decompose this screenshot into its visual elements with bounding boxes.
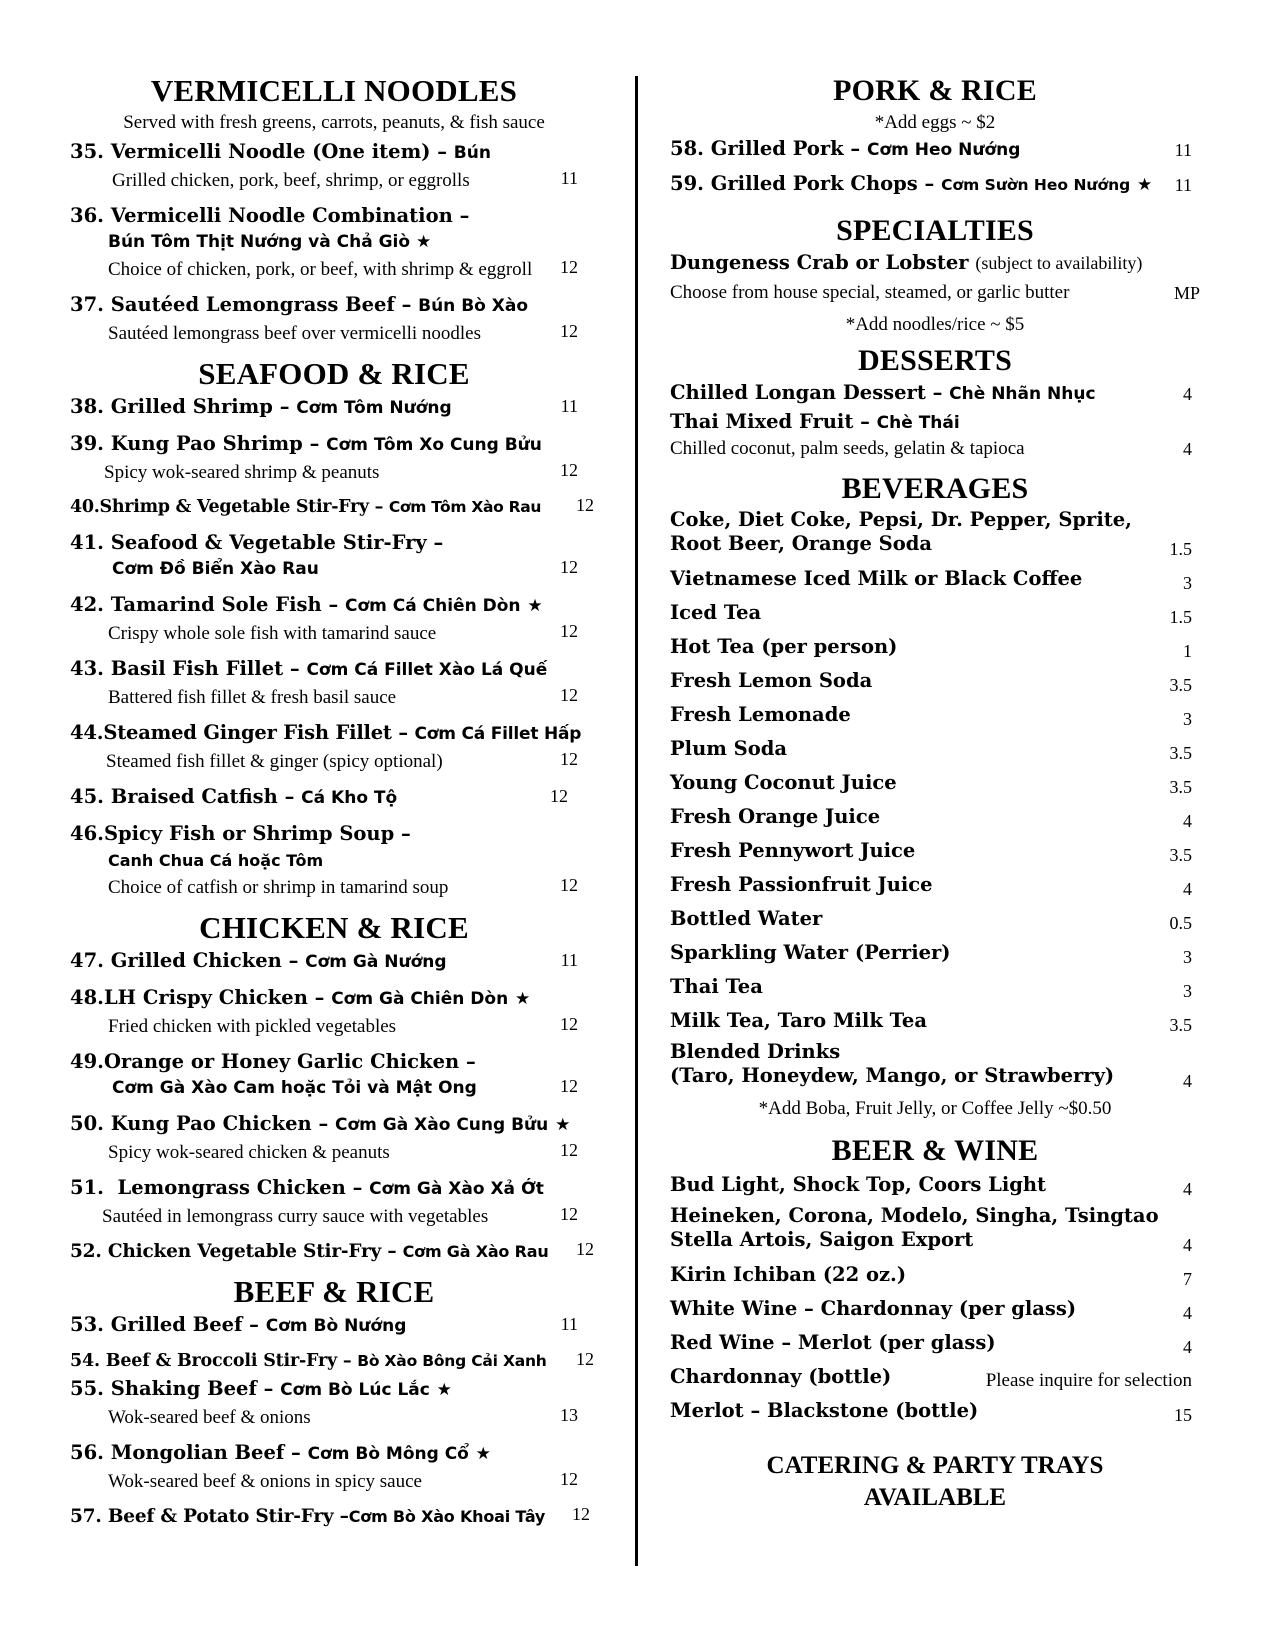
item-name: Vietnamese Iced Milk or Black Coffee (670, 567, 1083, 590)
section-title-seafood: SEAFOOD & RICE (198, 356, 470, 391)
item-price: 12 (560, 621, 578, 641)
item-price: 3 (1183, 709, 1192, 729)
item-number: 58. (670, 137, 704, 160)
item-price: 1.5 (1169, 607, 1192, 627)
item-price: 12 (560, 557, 578, 577)
star-icon: ★ (527, 596, 543, 616)
item-description: Chilled coconut, palm seeds, gelatin & tapioca (670, 438, 1025, 459)
beverage-item (670, 1040, 1200, 1096)
item-number: 40. (70, 497, 100, 517)
item-name: Chicken Vegetable Stir-Fry – (107, 1241, 403, 1262)
item-price: 12 (572, 1504, 590, 1524)
item-viet-name: Cơm Gà Xào Xả Ớt (369, 1179, 544, 1199)
item-name: Braised Catfish – (110, 785, 302, 808)
item-price: 4 (1183, 879, 1192, 899)
item-name: Blended Drinks (670, 1040, 841, 1063)
item-name: Vermicelli Noodle Combination – (110, 204, 470, 227)
beverage-item (670, 508, 1200, 564)
menu-item-49 (70, 1048, 598, 1102)
item-name: Iced Tea (670, 601, 762, 624)
beer-wine-item (670, 1328, 1200, 1362)
menu-item-53 (70, 1311, 598, 1340)
item-number: 37. (70, 293, 104, 316)
item-price: 3.5 (1169, 675, 1192, 695)
item-price: 12 (560, 1076, 578, 1096)
item-description: Choose from house special, steamed, or garlic butter (670, 282, 1070, 303)
item-number: 39. (70, 432, 104, 455)
beverage-item (670, 768, 1200, 802)
item-name: Grilled Chicken – (110, 949, 306, 972)
item-viet-name: Cơm Cá Fillet Xào Lá Quế (306, 660, 548, 680)
item-name: White Wine – Chardonnay (per glass) (670, 1297, 1077, 1320)
item-description: Choice of chicken, pork, or beef, with shrimp & eggroll (108, 259, 533, 280)
item-viet-name: Bún Bò Xào (418, 296, 529, 316)
menu-item-47 (70, 947, 598, 976)
item-viet-name: Cơm Bò Mông Cổ (307, 1444, 469, 1464)
beer-wine-item (670, 1362, 1200, 1396)
item-number: 35. (70, 140, 104, 163)
menu-item-46 (70, 820, 598, 901)
menu-item-37 (70, 291, 598, 347)
item-name: Shaking Beef – (110, 1377, 281, 1400)
item-number: 36. (70, 204, 104, 227)
item-price: 12 (560, 875, 578, 895)
menu-item-58 (670, 136, 1200, 163)
item-viet-name: Chè Thái (876, 413, 960, 433)
catering-banner (670, 1450, 1200, 1514)
item-viet-name: Cơm Cá Chiên Dòn (345, 596, 521, 616)
item-price: 12 (576, 1239, 594, 1259)
item-name: Red Wine – Merlot (per glass) (670, 1331, 996, 1354)
item-price: 15 (1174, 1405, 1192, 1425)
menu-item-56 (70, 1439, 598, 1495)
item-description: Wok-seared beef & onions in spicy sauce (108, 1471, 422, 1492)
item-viet-name: Cơm Gà Xào Rau (402, 1242, 549, 1261)
item-name: Grilled Shrimp – (110, 395, 297, 418)
menu-item-41 (70, 529, 598, 583)
item-name-line2: Root Beer, Orange Soda (670, 532, 933, 555)
item-description: Battered fish fillet & fresh basil sauce (108, 687, 397, 708)
item-price: 4 (1183, 1303, 1192, 1323)
beverage-item (670, 564, 1200, 598)
item-name: Grilled Pork Chops – (710, 172, 942, 195)
item-name: Vermicelli Noodle (One item) – (110, 140, 454, 163)
item-name: Beef & Broccoli Stir-Fry – (105, 1351, 358, 1371)
beverage-item (670, 802, 1200, 836)
item-viet-name: Cơm Tôm Nướng (296, 398, 452, 418)
menu-item-57 (70, 1503, 598, 1530)
item-description: Grilled chicken, pork, beef, shrimp, or eggrolls (112, 170, 470, 191)
item-name: Bottled Water (670, 907, 823, 930)
beverage-item (670, 1006, 1200, 1040)
item-name: Hot Tea (per person) (670, 635, 898, 658)
item-name: Seafood & Vegetable Stir-Fry – (110, 531, 444, 554)
item-number: 55. (70, 1377, 104, 1400)
section-title-beverages: BEVERAGES (841, 472, 1029, 505)
item-number: 42. (70, 593, 104, 616)
item-name: Heineken, Corona, Modelo, Singha, Tsingtao (670, 1204, 1159, 1227)
item-number: 52. (70, 1241, 102, 1262)
section-title-beer-wine: BEER & WINE (831, 1134, 1039, 1167)
beverage-item (670, 870, 1200, 904)
item-name: Kung Pao Chicken – (110, 1112, 336, 1135)
item-price: 12 (550, 786, 568, 806)
item-price: 11 (560, 396, 578, 416)
item-price: 11 (560, 950, 578, 970)
item-viet-name: Cơm Tôm Xào Rau (388, 498, 542, 516)
item-description: Sautéed lemongrass beef over vermicelli noodles (108, 323, 482, 344)
item-number: 53. (70, 1313, 104, 1336)
item-price: 12 (560, 1469, 578, 1489)
item-description: Wok-seared beef & onions (108, 1407, 311, 1428)
item-name: Sparkling Water (Perrier) (670, 941, 951, 964)
menu-item-50 (70, 1110, 598, 1166)
item-name: Fresh Pennywort Juice (670, 839, 916, 862)
item-price: 12 (560, 1204, 578, 1224)
item-name: Grilled Beef – (110, 1313, 266, 1336)
item-price: 12 (560, 685, 578, 705)
item-price: 1 (1183, 641, 1192, 661)
menu-item-52 (70, 1238, 598, 1265)
menu-item-44 (70, 719, 598, 775)
left-column (70, 72, 598, 1530)
item-name: Thai Mixed Fruit – (670, 410, 877, 433)
menu-item-45 (70, 783, 598, 812)
item-number: 38. (70, 395, 104, 418)
section-title-chicken: CHICKEN & RICE (199, 910, 469, 945)
item-name: Shrimp & Vegetable Stir-Fry – (99, 497, 389, 517)
item-viet-name: Cơm Cá Fillet Hấp (414, 724, 582, 744)
item-viet-name: Cơm Tôm Xo Cung Bửu (326, 435, 542, 455)
item-viet-name: Canh Chua Cá hoặc Tôm (108, 851, 324, 870)
item-price: 4 (1183, 1179, 1192, 1199)
item-description: Fried chicken with pickled vegetables (108, 1016, 397, 1037)
item-number: 41. (70, 531, 104, 554)
item-price: 12 (560, 1014, 578, 1034)
item-viet-name: Cơm Bò Xào Khoai Tây (348, 1507, 546, 1526)
item-name: Dungeness Crab or Lobster (670, 251, 969, 274)
item-number: 50. (70, 1112, 104, 1135)
specialties-note: *Add noodles/rice ~ $5 (845, 314, 1025, 335)
item-price: 4 (1183, 1337, 1192, 1357)
star-icon: ★ (514, 989, 531, 1009)
item-price: 12 (560, 460, 578, 480)
item-number: 47. (70, 949, 104, 972)
menu-item-43 (70, 655, 598, 711)
item-name: Sautéed Lemongrass Beef – (110, 293, 419, 316)
item-name: Bud Light, Shock Top, Coors Light (670, 1173, 1047, 1196)
item-price: 11 (1174, 175, 1192, 195)
item-name: Young Coconut Juice (670, 771, 897, 794)
specialty-crab-lobster (670, 250, 1200, 306)
item-name: Fresh Passionfruit Juice (670, 873, 933, 896)
item-price: 3.5 (1169, 743, 1192, 763)
dessert-longan (670, 380, 1200, 407)
item-name: Lemongrass Chicken – (117, 1176, 370, 1199)
item-viet-name: Cơm Bò Lúc Lắc (280, 1380, 430, 1400)
item-name: LH Crispy Chicken – (103, 986, 332, 1009)
beer-wine-item (670, 1396, 1200, 1430)
menu-item-48 (70, 984, 598, 1040)
item-name: Chardonnay (bottle) (670, 1365, 892, 1388)
item-price: 7 (1183, 1269, 1192, 1289)
item-price: 3 (1183, 947, 1192, 967)
star-icon: ★ (416, 232, 432, 252)
beverage-item (670, 666, 1200, 700)
item-price: 12 (560, 257, 578, 277)
item-name-line2: Stella Artois, Saigon Export (670, 1228, 974, 1251)
item-name: Plum Soda (670, 737, 788, 760)
beverage-item (670, 938, 1200, 972)
item-name: Steamed Ginger Fish Fillet – (103, 721, 415, 744)
section-title-specialties: SPECIALTIES (836, 214, 1034, 247)
menu-item-38 (70, 393, 598, 422)
item-name: Grilled Pork – (710, 137, 867, 160)
item-viet-name: Bún Tôm Thịt Nướng và Chả Giò (108, 232, 411, 252)
item-viet-name: Chè Nhãn Nhục (949, 384, 1096, 404)
column-divider (635, 76, 638, 1566)
item-number: 43. (70, 657, 104, 680)
menu-item-54 (70, 1348, 598, 1375)
section-title-vermicelli: VERMICELLI NOODLES (150, 73, 518, 108)
item-viet-name: Bò Xào Bông Cải Xanh (357, 1352, 547, 1370)
item-price: 4 (1183, 439, 1192, 459)
item-name-line2: (Taro, Honeydew, Mango, or Strawberry) (670, 1064, 1115, 1087)
menu-item-42 (70, 591, 598, 647)
item-price: 11 (560, 1314, 578, 1334)
item-price: 12 (560, 1140, 578, 1160)
dessert-thai-fruit (670, 409, 1200, 462)
item-name: Thai Tea (670, 975, 763, 998)
item-number: 54. (70, 1351, 100, 1371)
item-price: 11 (560, 168, 578, 188)
item-price: 4 (1183, 811, 1192, 831)
item-price: 3 (1183, 573, 1192, 593)
item-viet-name: Cơm Gà Xào Cung Bửu (335, 1115, 549, 1135)
item-viet-name: Cơm Bò Nướng (265, 1316, 407, 1336)
item-price: 0.5 (1169, 913, 1192, 933)
item-number: 51. (70, 1176, 104, 1199)
item-number: 49. (70, 1050, 104, 1073)
item-viet-name: Bún (453, 143, 491, 163)
item-name: Spicy Fish or Shrimp Soup – (103, 822, 411, 845)
item-name: Fresh Lemonade (670, 703, 851, 726)
beverage-item (670, 836, 1200, 870)
item-name: Orange or Honey Garlic Chicken – (103, 1050, 476, 1073)
beer-wine-item (670, 1204, 1200, 1260)
item-price: 4 (1183, 1071, 1192, 1091)
menu-item-35 (70, 138, 598, 194)
item-description: Choice of catfish or shrimp in tamarind soup (108, 877, 449, 898)
beverage-item (670, 700, 1200, 734)
item-price: 4 (1183, 1235, 1192, 1255)
item-name: Mongolian Beef – (110, 1441, 308, 1464)
star-icon: ★ (436, 1380, 452, 1400)
item-viet-name: Cơm Gà Nướng (305, 952, 447, 972)
star-icon: ★ (1137, 175, 1153, 195)
item-description: Sautéed in lemongrass curry sauce with vegetables (102, 1206, 489, 1227)
vermicelli-subtitle: Served with fresh greens, carrots, peanuts, & fish sauce (123, 112, 545, 133)
item-description: Spicy wok-seared shrimp & peanuts (104, 462, 380, 483)
section-title-pork: PORK & RICE (833, 74, 1037, 107)
item-note: Please inquire for selection (985, 1370, 1192, 1391)
item-name: Coke, Diet Coke, Pepsi, Dr. Pepper, Sprite, (670, 508, 1132, 531)
item-price: 1.5 (1169, 539, 1192, 559)
item-number: 56. (70, 1441, 104, 1464)
beverage-item (670, 734, 1200, 768)
item-name: Fresh Lemon Soda (670, 669, 873, 692)
item-name: Chilled Longan Dessert – (670, 381, 950, 404)
right-column (670, 72, 1200, 1514)
item-name: Kirin Ichiban (22 oz.) (670, 1263, 907, 1286)
menu-item-36 (70, 202, 598, 283)
beer-wine-item (670, 1294, 1200, 1328)
menu-item-55 (70, 1375, 598, 1431)
item-name: Milk Tea, Taro Milk Tea (670, 1009, 927, 1032)
section-title-beef: BEEF & RICE (233, 1274, 435, 1309)
beverage-item (670, 972, 1200, 1006)
item-description: Crispy whole sole fish with tamarind sauce (108, 623, 437, 644)
item-price: 13 (560, 1405, 578, 1425)
beverage-item (670, 904, 1200, 938)
menu-item-39 (70, 430, 598, 486)
item-viet-name: Cơm Sườn Heo Nướng (941, 176, 1131, 194)
section-title-desserts: DESSERTS (858, 344, 1012, 377)
item-price: 11 (1174, 140, 1192, 160)
item-viet-name: Cá Kho Tộ (301, 788, 398, 808)
menu-item-59 (670, 171, 1200, 198)
menu-item-40 (70, 494, 598, 521)
item-name: Basil Fish Fillet – (110, 657, 307, 680)
item-number: 57. (70, 1506, 102, 1527)
item-name: Beef & Potato Stir-Fry – (107, 1506, 349, 1527)
item-name: Merlot – Blackstone (bottle) (670, 1399, 979, 1422)
item-price: 12 (576, 1349, 594, 1369)
item-price: 12 (560, 749, 578, 769)
star-icon: ★ (475, 1444, 491, 1464)
item-number: 46. (70, 822, 104, 845)
beverage-item (670, 632, 1200, 666)
item-price: 3.5 (1169, 845, 1192, 865)
item-description: Steamed fish fillet & ginger (spicy optional) (106, 751, 443, 772)
beer-wine-item (670, 1260, 1200, 1294)
catering-line-1: CATERING & PARTY TRAYS (766, 1452, 1104, 1479)
beverage-item (670, 598, 1200, 632)
item-note: (subject to availability) (975, 253, 1143, 273)
item-viet-name: Cơm Gà Xào Cam hoặc Tỏi và Mật Ong (112, 1078, 477, 1098)
item-name: Fresh Orange Juice (670, 805, 881, 828)
item-name: Tamarind Sole Fish – (110, 593, 345, 616)
item-price: 12 (576, 495, 594, 515)
item-price: 3 (1183, 981, 1192, 1001)
catering-line-2: AVAILABLE (863, 1484, 1007, 1511)
item-price: 4 (1183, 384, 1192, 404)
item-viet-name: Cơm Đồ Biển Xào Rau (112, 559, 319, 579)
item-price: 12 (560, 321, 578, 341)
star-icon: ★ (555, 1115, 571, 1135)
item-number: 48. (70, 986, 104, 1009)
menu-item-51 (70, 1174, 598, 1230)
item-number: 59. (670, 172, 704, 195)
item-viet-name: Cơm Gà Chiên Dòn (331, 989, 509, 1009)
pork-subtitle: *Add eggs ~ $2 (874, 112, 996, 133)
item-number: 44. (70, 721, 104, 744)
item-price: 3.5 (1169, 777, 1192, 797)
item-number: 45. (70, 785, 104, 808)
beer-wine-item (670, 1170, 1200, 1204)
item-viet-name: Cơm Heo Nướng (866, 140, 1021, 160)
item-name: Kung Pao Shrimp – (110, 432, 327, 455)
item-description: Spicy wok-seared chicken & peanuts (108, 1142, 390, 1163)
item-price: 3.5 (1169, 1015, 1192, 1035)
item-price: MP (1173, 283, 1200, 303)
beverages-note: *Add Boba, Fruit Jelly, or Coffee Jelly ~$0.50 (758, 1098, 1112, 1119)
